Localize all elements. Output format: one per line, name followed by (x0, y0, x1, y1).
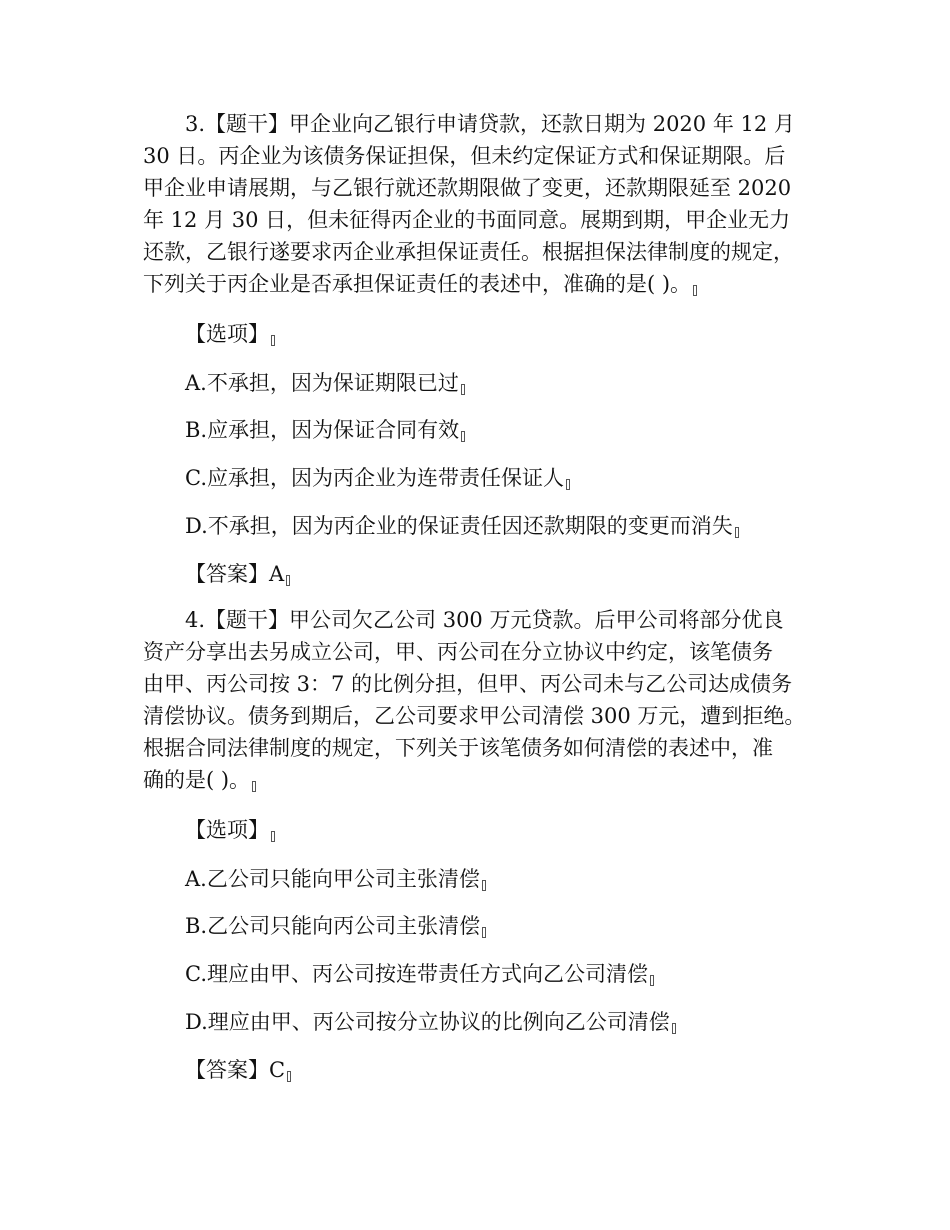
question-4-stem-line-1: 4.【题干】甲公司欠乙公司 300 万元贷款。后甲公司将部分优良 (185, 608, 784, 632)
question-3-option-a: A.不承担，因为保证期限已过 (185, 368, 465, 398)
question-4-answer: 【答案】C (185, 1055, 291, 1085)
paragraph-mark-icon (271, 831, 275, 842)
question-4-stem-line-3: 由甲、丙公司按 3：7 的比例分担，但甲、丙公司未与乙公司达成债务 (143, 672, 793, 696)
paragraph-mark-icon (271, 335, 275, 346)
question-4-options-label: 【选项】 (185, 815, 275, 845)
question-3-stem-line-6: 下列关于丙企业是否承担保证责任的表述中，准确的是( )。 (143, 269, 697, 299)
question-4-option-b: B.乙公司只能向丙公司主张清偿 (185, 911, 486, 941)
question-4-stem-line-6: 确的是( )。 (143, 765, 256, 795)
question-4-stem-line-5: 根据合同法律制度的规定，下列关于该笔债务如何清偿的表述中，准 (143, 736, 773, 760)
paragraph-mark-icon (566, 479, 570, 490)
question-3-option-b: B.应承担，因为保证合同有效 (185, 415, 465, 445)
paragraph-mark-icon (286, 575, 290, 586)
paragraph-mark-icon (461, 384, 465, 395)
paragraph-mark-icon (482, 880, 486, 891)
question-3-stem-line-5: 还款，乙银行遂要求丙企业承担保证责任。根据担保法律制度的规定， (143, 240, 794, 264)
question-4-stem-line-4: 清偿协议。债务到期后，乙公司要求甲公司清偿 300 万元，遭到拒绝。 (143, 704, 806, 728)
question-4-stem-line-2: 资产分享出去另成立公司，甲、丙公司在分立协议中约定，该笔债务 (143, 640, 773, 664)
question-3-option-c: C.应承担，因为丙企业为连带责任保证人 (185, 463, 570, 493)
paragraph-mark-icon (287, 1071, 291, 1082)
question-3-stem-line-1: 3.【题干】甲企业向乙银行申请贷款，还款日期为 2020 年 12 月 (185, 112, 795, 136)
paragraph-mark-icon (735, 527, 739, 538)
question-4-option-c: C.理应由甲、丙公司按连带责任方式向乙公司清偿 (185, 959, 654, 989)
paragraph-mark-icon (482, 927, 486, 938)
paragraph-mark-icon (650, 975, 654, 986)
paragraph-mark-icon (672, 1023, 676, 1034)
question-3-options-label: 【选项】 (185, 319, 275, 349)
paragraph-mark-icon (693, 285, 697, 296)
question-4-option-a: A.乙公司只能向甲公司主张清偿 (185, 864, 486, 894)
question-3-stem-line-4: 年 12 月 30 日，但未征得丙企业的书面同意。展期到期，甲企业无力 (143, 208, 791, 232)
question-3-stem-line-2: 30 日。丙企业为该债务保证担保，但未约定保证方式和保证期限。后 (143, 144, 786, 168)
question-4-option-d: D.理应由甲、丙公司按分立协议的比例向乙公司清偿 (185, 1007, 676, 1037)
question-3-answer: 【答案】A (185, 559, 290, 589)
question-3-stem-line-3: 甲企业申请展期，与乙银行就还款期限做了变更，还款期限延至 2020 (143, 176, 792, 200)
paragraph-mark-icon (461, 431, 465, 442)
question-3-option-d: D.不承担，因为丙企业的保证责任因还款期限的变更而消失 (185, 511, 739, 541)
paragraph-mark-icon (252, 781, 256, 792)
